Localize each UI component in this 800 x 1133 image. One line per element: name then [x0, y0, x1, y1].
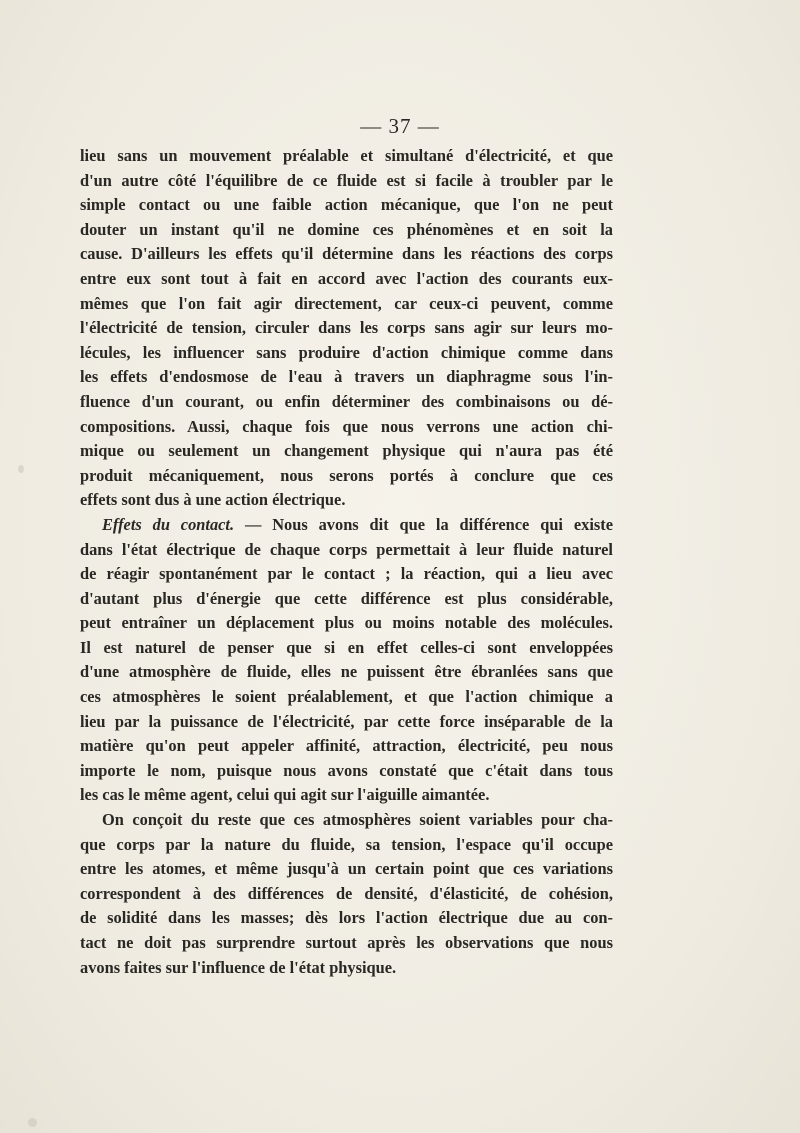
text-line: l'électricité de tension, circuler dans les corps sans agir sur leurs mo-: [80, 318, 613, 338]
text-line: d'un autre côté l'équilibre de ce fluide est si facile à troubler par le: [80, 170, 613, 190]
text-line: importe le nom, puisque nous avons constaté que c'était dans tous: [80, 760, 613, 780]
text-line: que corps par la nature du fluide, sa tension, l'espace qu'il occupe: [80, 834, 613, 854]
text-line: cause. D'ailleurs les effets qu'il détermine dans les réactions des corps: [80, 244, 613, 264]
text-line: peut entraîner un déplacement plus ou moins notable des molécules.: [80, 613, 613, 633]
paper-stain: [18, 465, 24, 473]
heading-line-rest: — Nous avons dit que la différence qui existe: [234, 514, 613, 534]
page-number: — 37 —: [360, 114, 440, 138]
text-line: entre eux sont tout à fait en accord avec l'action des courants eux-: [80, 268, 613, 288]
text-line: produit mécaniquement, nous serons portés à conclure que ces: [80, 465, 613, 485]
text-line: de réagir spontanément par le contact ; la réaction, qui a lieu avec: [80, 564, 613, 584]
text-line: avons faites sur l'influence de l'état physique.: [80, 957, 397, 977]
paper-stain: [28, 1118, 37, 1127]
text-line: d'autant plus d'énergie que cette différence est plus considérable,: [80, 588, 613, 608]
text-line: correspondent à des différences de densité, d'élasticité, de cohésion,: [80, 883, 613, 903]
text-line: mique ou seulement un changement physique qui n'aura pas été: [80, 441, 613, 461]
text-line: lieu par la puissance de l'électricité, par cette force inséparable de la: [80, 711, 613, 731]
text-line: de solidité dans les masses; dès lors l'action électrique due au con-: [80, 908, 613, 928]
text-line: les cas le même agent, celui qui agit sur l'aiguille aimantée.: [80, 785, 490, 805]
text-line: On conçoit du reste que ces atmosphères soient variables pour cha-: [102, 810, 613, 830]
page-body: [80, 144, 613, 980]
paragraph-2: [80, 513, 613, 808]
text-line: douter un instant qu'il ne domine ces phénomènes et en soit la: [80, 219, 613, 239]
text-line: lécules, les influencer sans produire d'action chimique comme dans: [80, 342, 613, 362]
text-line: [80, 513, 613, 538]
paragraph-3: [80, 808, 613, 980]
section-heading: Effets du contact.: [102, 514, 235, 534]
text-line: simple contact ou une faible action mécanique, que l'on ne peut: [80, 195, 613, 215]
text-line: effets sont dus à une action électrique.: [80, 490, 346, 510]
text-line: dans l'état électrique de chaque corps permettait à leur fluide naturel: [80, 539, 613, 559]
text-line: les effets d'endosmose de l'eau à travers un diaphragme sous l'in-: [80, 367, 613, 387]
text-line: ces atmosphères le soient préalablement, et que l'action chimique a: [80, 687, 613, 707]
text-line: Il est naturel de penser que si en effet celles-ci sont enveloppées: [80, 637, 613, 657]
text-line: compositions. Aussi, chaque fois que nous verrons une action chi-: [80, 416, 613, 436]
text-line: mêmes que l'on fait agir directement, car ceux-ci peuvent, comme: [80, 293, 613, 313]
text-line: fluence d'un courant, ou enfin déterminer des combinaisons ou dé-: [80, 391, 613, 411]
text-line: tact ne doit pas surprendre surtout après les observations que nous: [80, 933, 613, 952]
text-line: matière qu'on peut appeler affinité, attraction, électricité, peu nous: [80, 736, 613, 756]
text-line: entre les atomes, et même jusqu'à un certain point que ces variations: [80, 859, 613, 879]
text-line: lieu sans un mouvement préalable et simultané d'électricité, et que: [80, 146, 613, 165]
paragraph-1: [80, 144, 613, 513]
text-line: d'une atmosphère de fluide, elles ne puissent être ébranlées sans que: [80, 662, 613, 682]
